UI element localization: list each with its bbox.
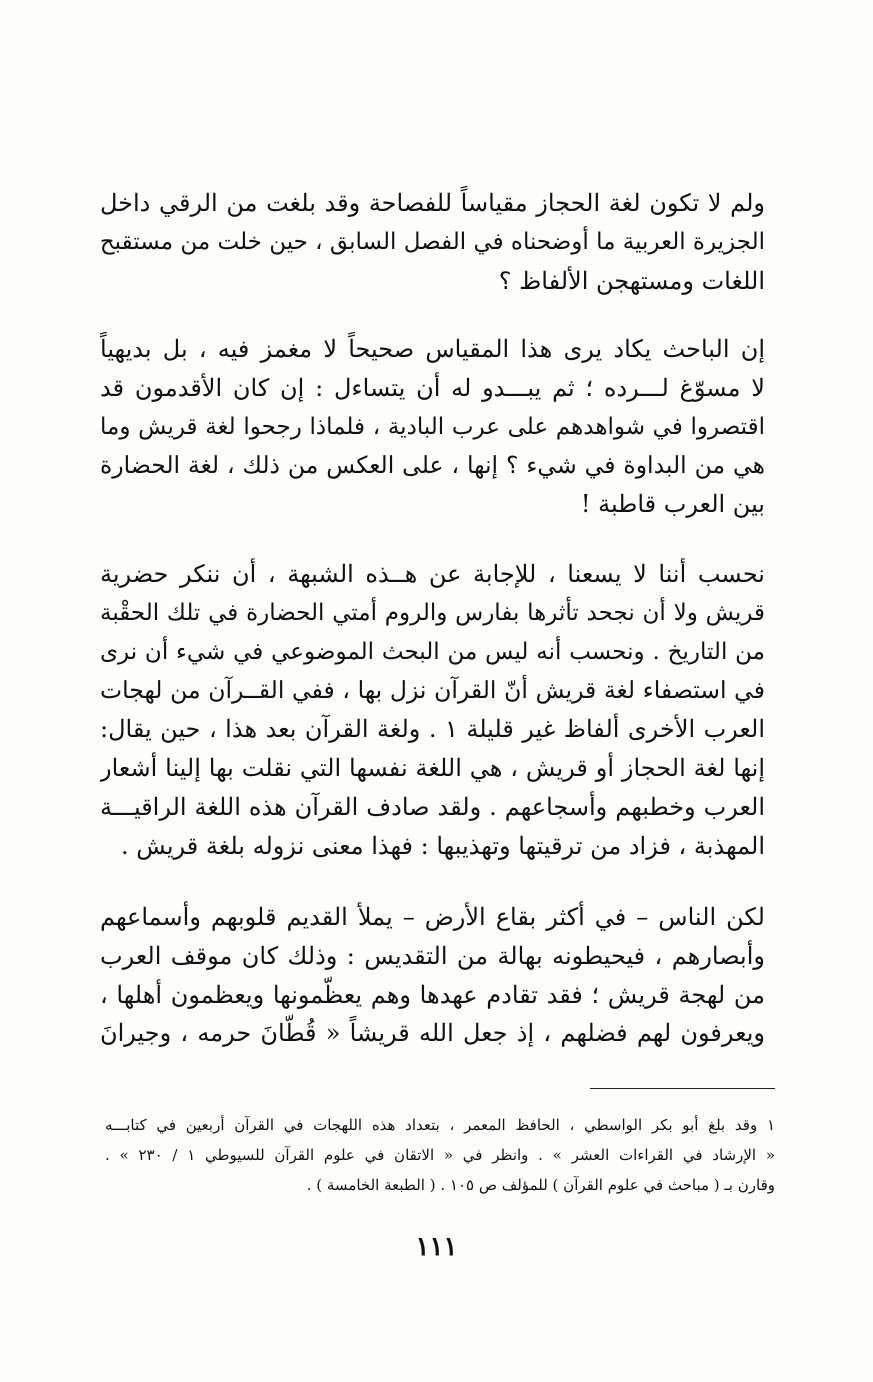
- paragraph-line: هي من البداوة في شيء ؟ إنها ، على العكس من ذلك ، لغة الحضارة: [100, 451, 765, 480]
- paragraph-line: لكن الناس – في أكثر بقاع الأرض – يملأ القديم قلوبهم وأسماعهم: [100, 903, 765, 931]
- paragraph-line: بين العرب قاطبة !: [580, 490, 765, 519]
- paragraph-line: العرب الأخرى ألفاظ غير قليلة ١ . ولغة القرآن بعد هذا ، حين يقال:: [100, 715, 765, 744]
- paragraph-line: إنها لغة الحجاز أو قريش ، هي اللغة نفسها التي نقلت بها إلينا أشعار: [100, 753, 765, 782]
- paragraph-line: لا مسوّغ لـــرده ؛ ثم يبـــدو له أن يتساءل : إن كان الأقدمون قد: [100, 373, 765, 402]
- paragraph-2: [100, 330, 765, 524]
- paragraph-line: إن الباحث يكاد يرى هذا المقياس صحيحاً لا مغمز فيه ، بل بديهياً: [100, 335, 765, 363]
- paragraph-1: [100, 184, 765, 300]
- paragraph-line: العرب وخطبهم وأسجاعهم . ولقد صادف القرآن هذه اللغة الراقيـــة: [100, 792, 765, 821]
- paragraph-4: [100, 898, 765, 1053]
- paragraph-line: من لهجة قريش ؛ فقد تقادم عهدها وهم يعظّمونها ويعظمون أهلها ،: [100, 980, 765, 1009]
- paragraph-3: [100, 555, 765, 865]
- paragraph-line: اقتصروا في شواهدهم على عرب البادية ، فلماذا رجحوا لغة قريش وما: [100, 413, 765, 440]
- paragraph-line: وأبصارهم ، فيحيطونه بهالة من التقديس : وذلك كان موقف العرب: [100, 941, 765, 970]
- footnote-line: وقارن بـ ( مباحث في علوم القرآن ) للمؤلف ص ١٠٥ . ( الطبعة الخامسة ) .: [306, 1176, 775, 1194]
- paragraph-line: الجزيرة العربية ما أوضحناه في الفصل السابق ، حين خلت من مستقبح: [100, 228, 765, 255]
- footnote-divider: [590, 1088, 775, 1089]
- paragraph-line: المهذبة ، فزاد من ترقيتها وتهذيبها : فهذا معنى نزوله بلغة قريش .: [121, 831, 765, 860]
- footnote-line: « الإرشاد في القراءات العشر » . وانظر في « الاتقان في علوم القرآن للسيوطي ١ / ٢٣٠ » .: [105, 1146, 775, 1164]
- paragraph-line: من التاريخ . ونحسب أنه ليس من البحث الموضوعي في شيء أن نرى: [100, 638, 765, 665]
- page-number: ١١١: [415, 1232, 458, 1262]
- paragraph-line: قريش ولا أن نجحد تأثرها بفارس والروم أمتي الحضارة في تلك الحقْبة: [100, 599, 765, 626]
- footnotes: [105, 1110, 775, 1200]
- paragraph-line: ولم لا تكون لغة الحجاز مقياساً للفصاحة وقد بلغت من الرقي داخل: [100, 189, 765, 217]
- paragraph-line: في استصفاء لغة قريش أنّ القرآن نزل بها ، ففي القــرآن من لهجات: [100, 676, 765, 705]
- paragraph-line: ويعرفون لهم فضلهم ، إذ جعل الله قريشاً « قُطّانَ حرمه ، وجيرانَ: [100, 1019, 765, 1048]
- paragraph-line: نحسب أننا لا يسعنا ، للإجابة عن هــذه الشبهة ، أن ننكر حضرية: [100, 560, 765, 588]
- paragraph-line: اللغات ومستهجن الألفاظ ؟: [498, 266, 765, 295]
- footnote-line: ١ وقد بلغ أبو بكر الواسطي ، الحافظ المعمر ، بتعداد هذه اللهجات في القرآن أربعين في كتابـــه: [105, 1116, 775, 1134]
